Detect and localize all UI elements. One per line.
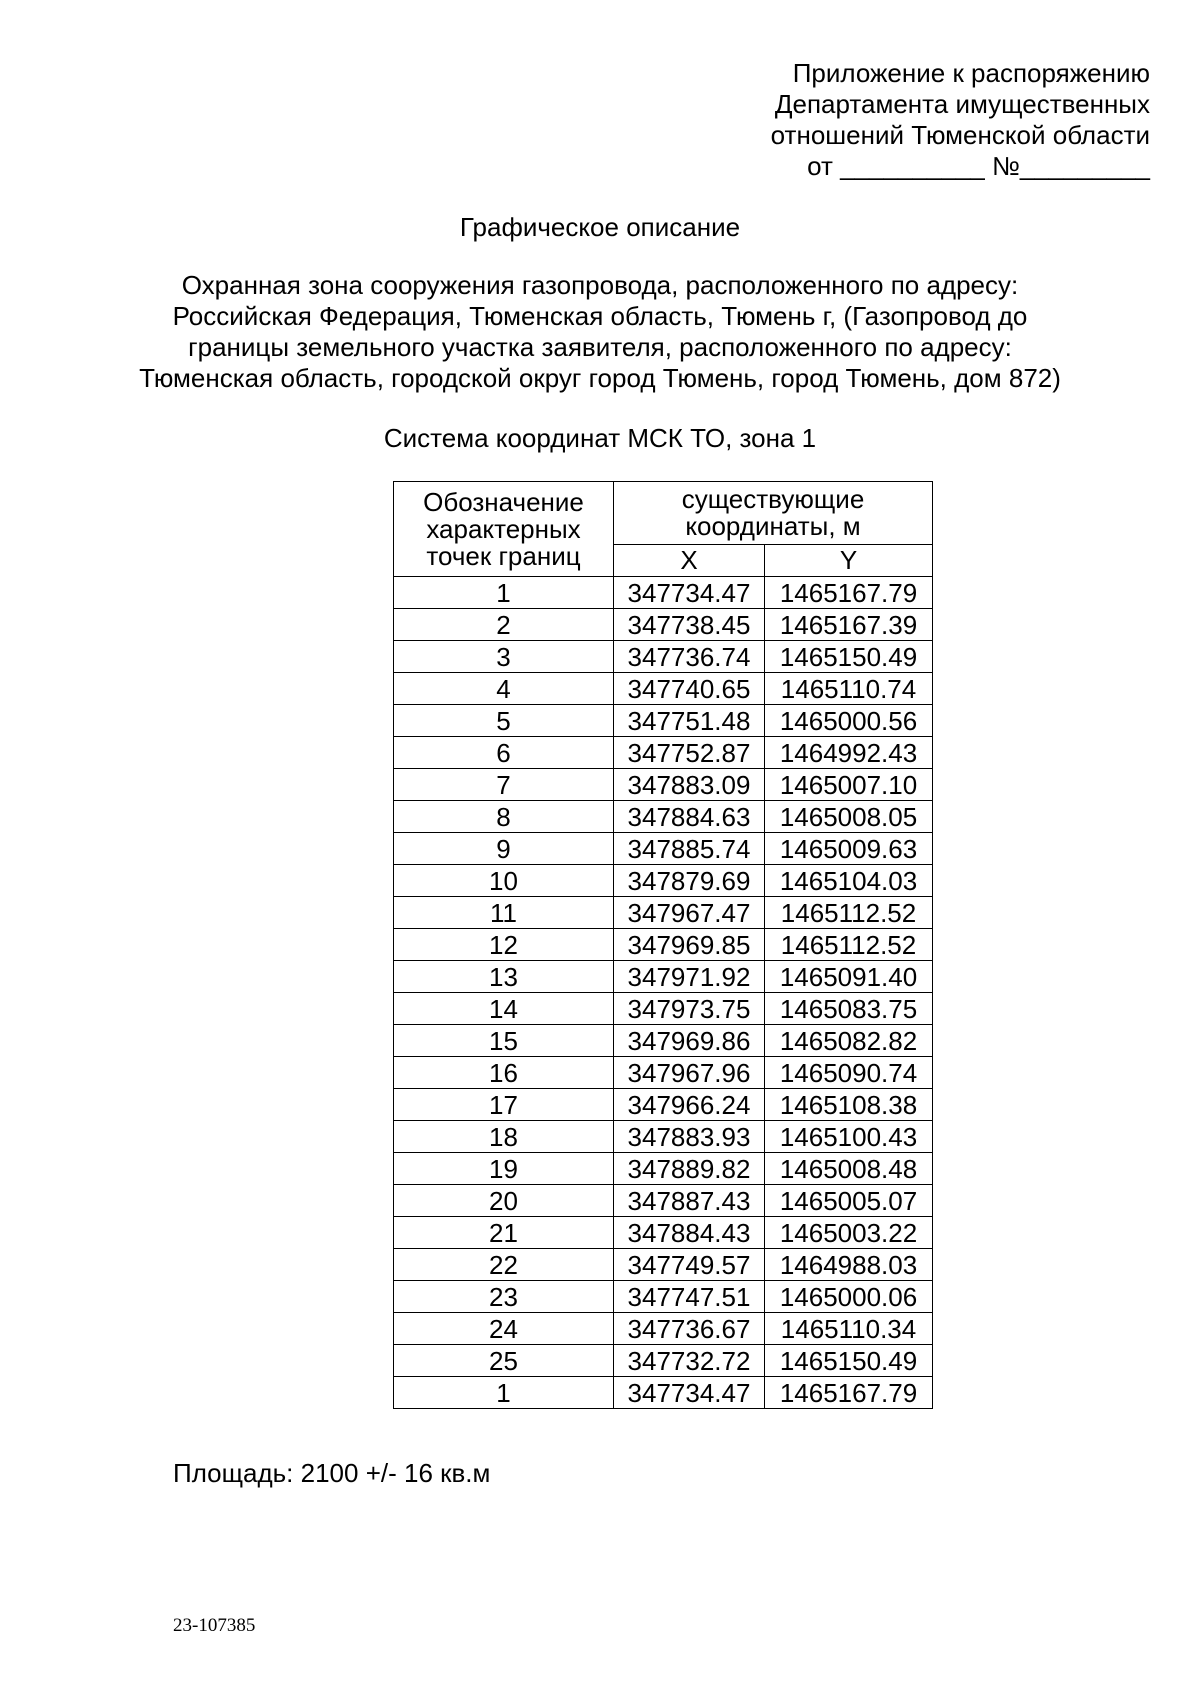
table-row — [394, 1217, 933, 1249]
y-cell: 1465112.52 — [765, 929, 933, 961]
x-cell: 347883.09 — [614, 769, 765, 801]
header-line-4: от __________ №_________ — [807, 151, 1150, 181]
x-cell: 347885.74 — [614, 833, 765, 865]
x-cell: 347734.47 — [614, 577, 765, 609]
table-row — [394, 1025, 933, 1057]
table-row — [394, 1121, 933, 1153]
point-cell: 10 — [394, 865, 614, 897]
point-cell: 18 — [394, 1121, 614, 1153]
table-row — [394, 1377, 933, 1409]
y-cell: 1465090.74 — [765, 1057, 933, 1089]
y-cell: 1465082.82 — [765, 1025, 933, 1057]
table-row — [394, 737, 933, 769]
header-y: Y — [765, 545, 933, 577]
y-cell: 1465108.38 — [765, 1089, 933, 1121]
point-cell: 1 — [394, 1377, 614, 1409]
point-cell: 11 — [394, 897, 614, 929]
header-line-3: отношений Тюменской области — [770, 120, 1150, 150]
point-cell: 2 — [394, 609, 614, 641]
point-cell: 12 — [394, 929, 614, 961]
point-cell: 4 — [394, 673, 614, 705]
table-row — [394, 1281, 933, 1313]
y-cell: 1464992.43 — [765, 737, 933, 769]
x-cell: 347967.96 — [614, 1057, 765, 1089]
point-cell: 25 — [394, 1345, 614, 1377]
x-cell: 347969.85 — [614, 929, 765, 961]
y-cell: 1465000.56 — [765, 705, 933, 737]
x-cell: 347738.45 — [614, 609, 765, 641]
document-title: Графическое описание — [459, 212, 741, 242]
table-row — [394, 609, 933, 641]
x-cell: 347973.75 — [614, 993, 765, 1025]
table-row — [394, 865, 933, 897]
header-point-designation: Обозначение характерных точек границ — [394, 482, 614, 577]
header-existing-coordinates: существующие координаты, м — [614, 482, 933, 545]
x-cell: 347966.24 — [614, 1089, 765, 1121]
point-cell: 5 — [394, 705, 614, 737]
x-cell: 347736.67 — [614, 1313, 765, 1345]
point-cell: 16 — [394, 1057, 614, 1089]
point-cell: 9 — [394, 833, 614, 865]
table-row — [394, 897, 933, 929]
table-row — [394, 833, 933, 865]
y-cell: 1465150.49 — [765, 1345, 933, 1377]
x-cell: 347887.43 — [614, 1185, 765, 1217]
table-row — [394, 1313, 933, 1345]
table-row — [394, 769, 933, 801]
table-row — [394, 801, 933, 833]
point-cell: 17 — [394, 1089, 614, 1121]
table-row — [394, 993, 933, 1025]
x-cell: 347751.48 — [614, 705, 765, 737]
point-cell: 7 — [394, 769, 614, 801]
y-cell: 1465009.63 — [765, 833, 933, 865]
coordinates-body — [394, 577, 933, 1409]
point-cell: 22 — [394, 1249, 614, 1281]
y-cell: 1465007.10 — [765, 769, 933, 801]
coordinates-table — [393, 481, 933, 1409]
x-cell: 347740.65 — [614, 673, 765, 705]
x-cell: 347969.86 — [614, 1025, 765, 1057]
y-cell: 1465167.79 — [765, 577, 933, 609]
point-cell: 19 — [394, 1153, 614, 1185]
x-cell: 347884.43 — [614, 1217, 765, 1249]
x-cell: 347883.93 — [614, 1121, 765, 1153]
description-line-2: Российская Федерация, Тюменская область, Тюмень г, (Газопровод до — [172, 301, 1028, 331]
y-cell: 1465083.75 — [765, 993, 933, 1025]
point-cell: 14 — [394, 993, 614, 1025]
y-cell: 1465150.49 — [765, 641, 933, 673]
point-cell: 23 — [394, 1281, 614, 1313]
table-row — [394, 929, 933, 961]
header-line-1: Приложение к распоряжению — [792, 58, 1150, 88]
header-x: X — [614, 545, 765, 577]
y-cell: 1465008.48 — [765, 1153, 933, 1185]
point-cell: 15 — [394, 1025, 614, 1057]
y-cell: 1465167.39 — [765, 609, 933, 641]
y-cell: 1465000.06 — [765, 1281, 933, 1313]
x-cell: 347889.82 — [614, 1153, 765, 1185]
table-row — [394, 1249, 933, 1281]
table-row — [394, 641, 933, 673]
table-row — [394, 673, 933, 705]
description-line-1: Охранная зона сооружения газопровода, расположенного по адресу: — [181, 270, 1019, 300]
x-cell: 347734.47 — [614, 1377, 765, 1409]
table-row — [394, 1153, 933, 1185]
document-number: 23-107385 — [173, 1615, 256, 1636]
description-line-4: Тюменская область, городской округ город Тюмень, город Тюмень, дом 872) — [139, 363, 1061, 393]
coordinate-system: Система координат МСК ТО, зона 1 — [383, 423, 817, 453]
header-line-2: Департамента имущественных — [774, 89, 1150, 119]
x-cell: 347971.92 — [614, 961, 765, 993]
point-cell: 21 — [394, 1217, 614, 1249]
area-value: Площадь: 2100 +/- 16 кв.м — [173, 1458, 491, 1488]
x-cell: 347747.51 — [614, 1281, 765, 1313]
point-cell: 20 — [394, 1185, 614, 1217]
x-cell: 347749.57 — [614, 1249, 765, 1281]
y-cell: 1465112.52 — [765, 897, 933, 929]
table-row — [394, 705, 933, 737]
y-cell: 1465091.40 — [765, 961, 933, 993]
y-cell: 1465005.07 — [765, 1185, 933, 1217]
x-cell: 347884.63 — [614, 801, 765, 833]
table-row — [394, 1057, 933, 1089]
table-row — [394, 1089, 933, 1121]
table-row — [394, 577, 933, 609]
zone-description — [0, 270, 1200, 394]
point-cell: 3 — [394, 641, 614, 673]
point-cell: 1 — [394, 577, 614, 609]
document-header — [630, 58, 1150, 182]
table-row — [394, 1345, 933, 1377]
y-cell: 1465104.03 — [765, 865, 933, 897]
y-cell: 1465100.43 — [765, 1121, 933, 1153]
x-cell: 347732.72 — [614, 1345, 765, 1377]
y-cell: 1465167.79 — [765, 1377, 933, 1409]
y-cell: 1465110.74 — [765, 673, 933, 705]
point-cell: 8 — [394, 801, 614, 833]
y-cell: 1465110.34 — [765, 1313, 933, 1345]
table-row — [394, 1185, 933, 1217]
y-cell: 1465008.05 — [765, 801, 933, 833]
x-cell: 347879.69 — [614, 865, 765, 897]
point-cell: 24 — [394, 1313, 614, 1345]
y-cell: 1464988.03 — [765, 1249, 933, 1281]
table-row — [394, 961, 933, 993]
point-cell: 13 — [394, 961, 614, 993]
x-cell: 347967.47 — [614, 897, 765, 929]
x-cell: 347752.87 — [614, 737, 765, 769]
description-line-3: границы земельного участка заявителя, расположенного по адресу: — [188, 332, 1012, 362]
point-cell: 6 — [394, 737, 614, 769]
y-cell: 1465003.22 — [765, 1217, 933, 1249]
x-cell: 347736.74 — [614, 641, 765, 673]
